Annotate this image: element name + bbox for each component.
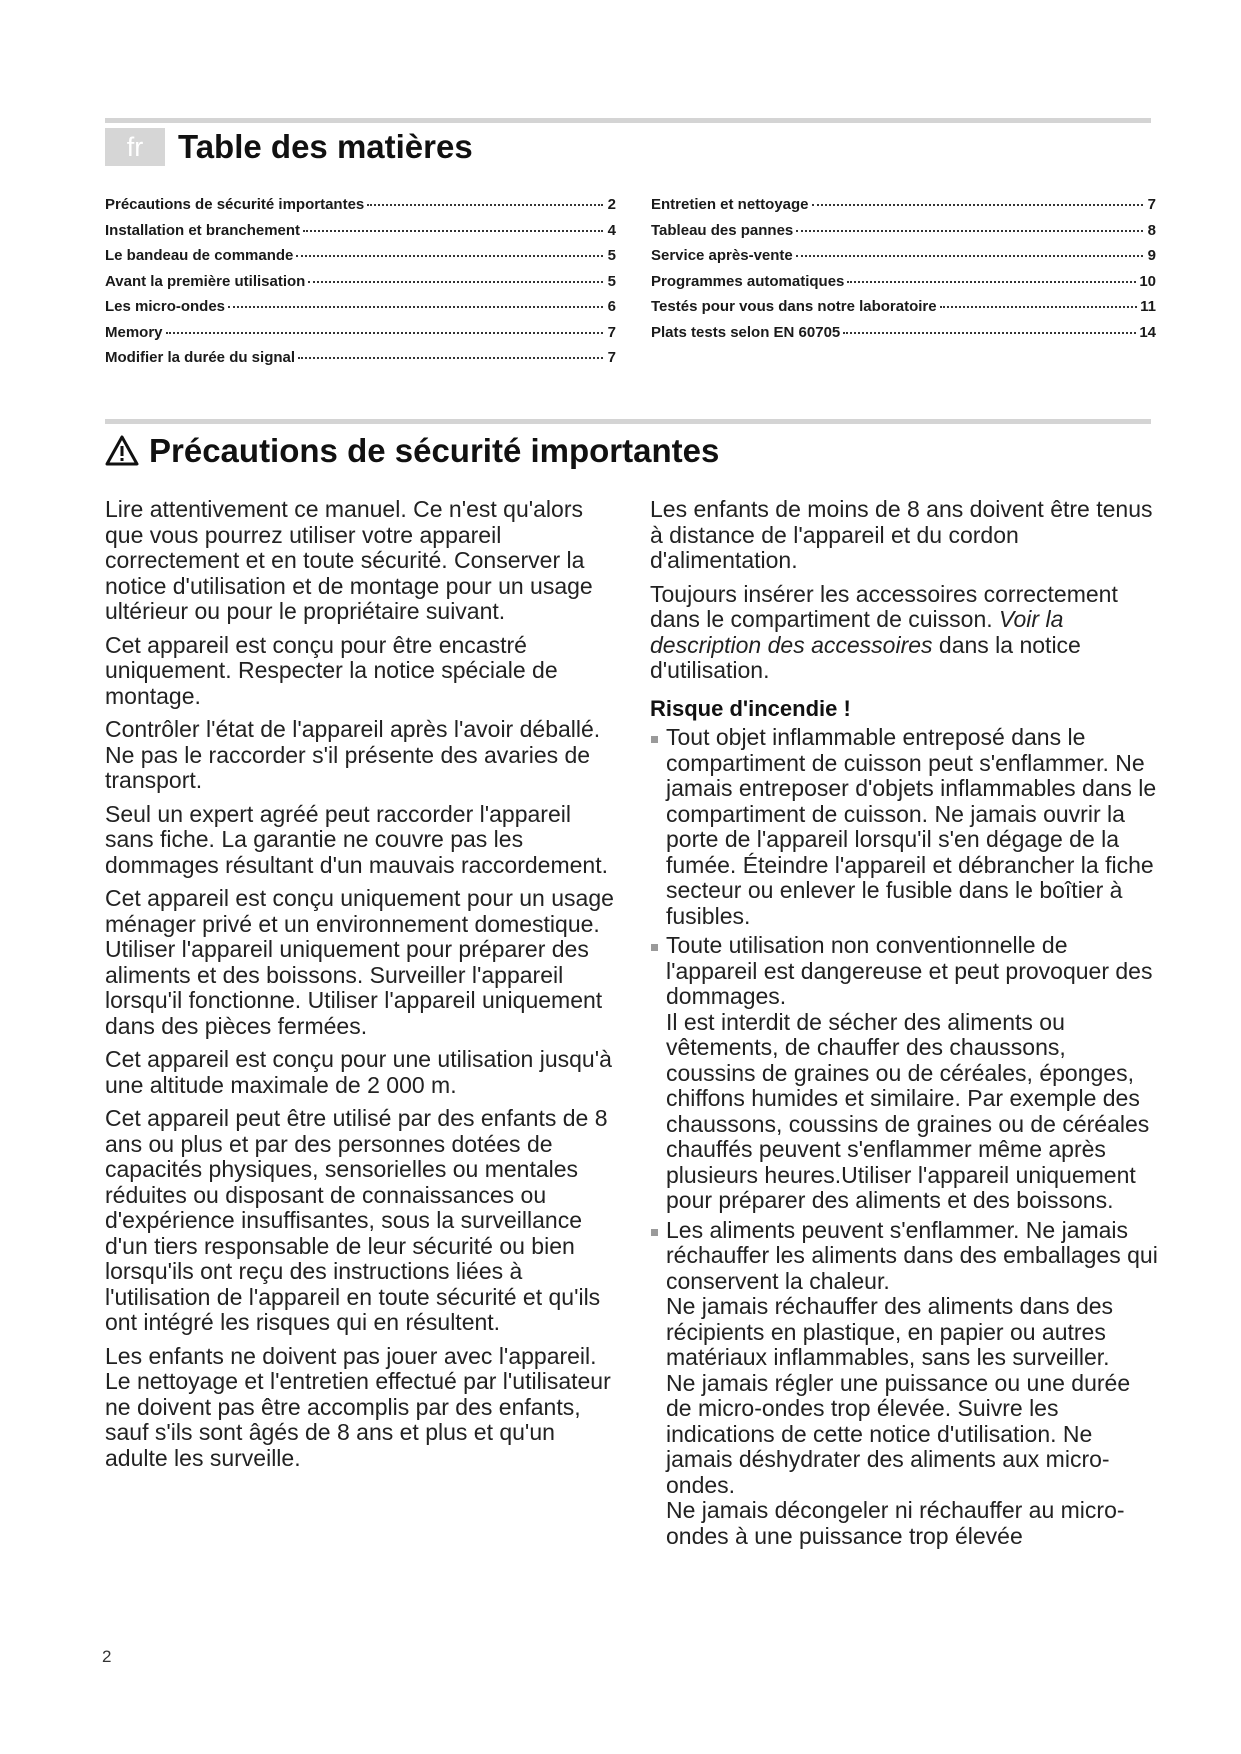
toc-column-left bbox=[105, 196, 616, 375]
paragraph: Cet appareil peut être utilisé par des enfants de 8 ans ou plus et par des personnes dotées de capacités physiques, sensorielles ou mentales réduites ou disposant de connaissances ou d'expérience insuffisantes, sous la surveillance d'un tiers responsable de leur sécurité ou bien lorsqu'ils ont reçu des instructions liées à l'utilisation de l'appareil en toute sécurité et qu'ils ont intégré les risques qui en résultent. bbox=[105, 1105, 608, 1335]
language-badge: fr bbox=[105, 128, 165, 166]
list-item bbox=[650, 933, 1160, 1214]
toc-leader bbox=[796, 255, 1143, 257]
toc-entry-page: 7 bbox=[607, 323, 616, 341]
toc-entry-page: 8 bbox=[1147, 221, 1156, 239]
list-item bbox=[650, 1218, 1160, 1550]
list-item-text: Ne jamais régler une puissance ou une durée de micro-ondes trop élevée. Suivre les indications de cette notice d'utilisation. Ne jamais déshydrater des aliments aux micro-ondes. bbox=[666, 1369, 1131, 1498]
toc-entry[interactable] bbox=[651, 298, 1156, 324]
safety-section-title-text: Précautions de sécurité importantes bbox=[149, 432, 720, 469]
paragraph: Cet appareil est conçu pour être encastré uniquement. Respecter la notice spéciale de montage. bbox=[105, 631, 558, 709]
toc-leader bbox=[308, 281, 603, 283]
toc-entry[interactable] bbox=[105, 196, 616, 222]
toc-column-right bbox=[651, 196, 1156, 349]
paragraph bbox=[650, 582, 1160, 684]
paragraph: Les enfants ne doivent pas jouer avec l'appareil. Le nettoyage et l'entretien effectué par l'utilisateur ne doivent pas être accomplis par des enfants, sauf s'ils sont âgés de 8 ans et plus et qu'un adulte les surveille. bbox=[105, 1342, 611, 1471]
toc-entry[interactable] bbox=[651, 247, 1156, 273]
toc-title: Table des matières bbox=[178, 128, 473, 165]
emphasis-text: Voir la description des accessoires bbox=[650, 606, 1064, 658]
toc-entry-label: Modifier la durée du signal bbox=[105, 349, 296, 366]
paragraph: Les enfants de moins de 8 ans doivent être tenus à distance de l'appareil et du cordon d'alimentation. bbox=[650, 496, 1153, 573]
toc-entry-page: 7 bbox=[607, 349, 616, 366]
toc-entry-label: Tableau des pannes bbox=[651, 221, 794, 239]
toc-leader bbox=[847, 281, 1136, 283]
list-item-text: Ne jamais réchauffer des aliments dans des récipients en plastique, en papier ou autres matériaux inflammables, sans les surveiller. bbox=[666, 1293, 1114, 1370]
toc-entry[interactable] bbox=[105, 222, 616, 248]
toc-entry-label: Service après-vente bbox=[651, 247, 793, 264]
toc-entry[interactable] bbox=[105, 273, 616, 299]
toc-entry-label: Avant la première utilisation bbox=[105, 272, 306, 290]
toc-entry-page: 4 bbox=[607, 221, 616, 239]
text-run: Toujours insérer les accessoires correctement dans le compartiment de cuisson. bbox=[650, 580, 1118, 632]
toc-entry-label: Les micro-ondes bbox=[105, 298, 226, 315]
paragraph: Cet appareil est conçu uniquement pour un usage ménager privé et un environnement domestique. Utiliser l'appareil uniquement pour préparer des aliments et des boissons. Surveiller l'appareil lorsqu'il fonctionne. Utiliser l'appareil uniquement dans des pièces fermées. bbox=[105, 885, 614, 1039]
toc-entry-page: 5 bbox=[607, 247, 616, 264]
toc-entry-page: 11 bbox=[1140, 298, 1156, 315]
list-item-text: Toute utilisation non conventionnelle de l'appareil est dangereuse et peut provoquer des dommages. bbox=[666, 932, 1153, 1009]
paragraph: Seul un expert agréé peut raccorder l'appareil sans fiche. La garantie ne couvre pas les dommages résultant d'un mauvais raccordement. bbox=[105, 800, 608, 878]
list-item-text: Ne jamais décongeler ni réchauffer au micro-ondes à une puissance trop élevée bbox=[666, 1497, 1125, 1549]
paragraph: Contrôler l'état de l'appareil après l'avoir déballé. Ne pas le raccorder s'il présente des avaries de transport. bbox=[105, 716, 601, 793]
toc-entry-label: Programmes automatiques bbox=[651, 272, 845, 290]
toc-leader bbox=[303, 230, 603, 232]
toc-leader bbox=[940, 306, 1138, 308]
toc-entry[interactable] bbox=[651, 324, 1156, 350]
toc-entry-page: 6 bbox=[607, 298, 616, 315]
toc-entry-page: 7 bbox=[1147, 196, 1156, 213]
toc-leader bbox=[166, 332, 603, 334]
paragraph: Lire attentivement ce manuel. Ce n'est qu'alors que vous pourrez utiliser votre appareil correctement et en toute sécurité. Conserver la notice d'utilisation et de montage pour un usage ultérieur ou pour le propriétaire suivant. bbox=[105, 496, 593, 624]
fire-risk-list bbox=[650, 725, 1160, 1549]
toc-entry-label: Entretien et nettoyage bbox=[651, 196, 809, 213]
toc-entry[interactable] bbox=[105, 247, 616, 273]
toc-leader bbox=[228, 306, 603, 308]
toc-entry-page: 5 bbox=[607, 272, 616, 290]
fire-risk-heading: Risque d'incendie ! bbox=[650, 695, 851, 721]
toc-entry[interactable] bbox=[651, 196, 1156, 222]
toc-entry[interactable] bbox=[651, 273, 1156, 299]
paragraph: Cet appareil est conçu pour une utilisation jusqu'à une altitude maximale de 2 000 m. bbox=[105, 1046, 612, 1098]
safety-column-left bbox=[105, 497, 620, 1479]
toc-entry-label: Testés pour vous dans notre laboratoire bbox=[651, 298, 937, 315]
toc-entry-label: Plats tests selon EN 60705 bbox=[651, 323, 841, 341]
safety-section-title bbox=[105, 428, 719, 474]
toc-leader bbox=[298, 357, 603, 359]
list-item bbox=[650, 725, 1160, 929]
list-item-text: Tout objet inflammable entreposé dans le compartiment de cuisson peut s'enflammer. Ne jamais entreposer d'objets inflammables dans le compartiment de cuisson. Ne jamais ouvrir la porte de l'appareil lorsqu'il s'en dégage de la fumée. Éteindre l'appareil et débrancher la fiche secteur ou enlever le fusible dans le boîtier à fusibles. bbox=[666, 724, 1157, 929]
toc-entry-label: Memory bbox=[105, 323, 163, 341]
toc-entry-label: Installation et branchement bbox=[105, 221, 301, 239]
toc-leader bbox=[796, 230, 1143, 232]
list-item-text: Il est interdit de sécher des aliments ou vêtements, de chauffer des chaussons, coussins de graines ou de céréales, éponges, chiffons humides et similaire. Par exemple des chaussons, coussins de graines ou de céréales chauffés peuvent s'enflammer même après plusieurs heures.Utiliser l'appareil uniquement pour préparer des aliments et des boissons. bbox=[666, 1008, 1150, 1213]
toc-entry-page: 2 bbox=[607, 196, 616, 213]
toc-entry[interactable] bbox=[105, 324, 616, 350]
toc-divider bbox=[105, 118, 1151, 123]
toc-entry-page: 9 bbox=[1147, 247, 1156, 264]
safety-column-right bbox=[650, 497, 1160, 1553]
toc-entry-page: 10 bbox=[1139, 272, 1156, 290]
text-run: dans la notice d'utilisation. bbox=[650, 631, 1081, 683]
toc-leader bbox=[367, 204, 603, 206]
toc-entry[interactable] bbox=[105, 298, 616, 324]
safety-divider bbox=[105, 419, 1151, 424]
toc-leader bbox=[296, 255, 603, 257]
toc-entry-page: 14 bbox=[1139, 323, 1156, 341]
toc-entry-label: Précautions de sécurité importantes bbox=[105, 196, 365, 213]
warning-triangle-icon bbox=[105, 435, 139, 467]
toc-entry-label: Le bandeau de commande bbox=[105, 247, 294, 264]
page-number: 2 bbox=[102, 1647, 112, 1666]
toc-entry[interactable] bbox=[651, 222, 1156, 248]
toc-leader bbox=[843, 332, 1136, 334]
toc-entry[interactable] bbox=[105, 349, 616, 375]
list-item-text: Les aliments peuvent s'enflammer. Ne jamais réchauffer les aliments dans des emballages qui conservent la chaleur. bbox=[666, 1216, 1158, 1294]
toc-leader bbox=[812, 204, 1143, 206]
